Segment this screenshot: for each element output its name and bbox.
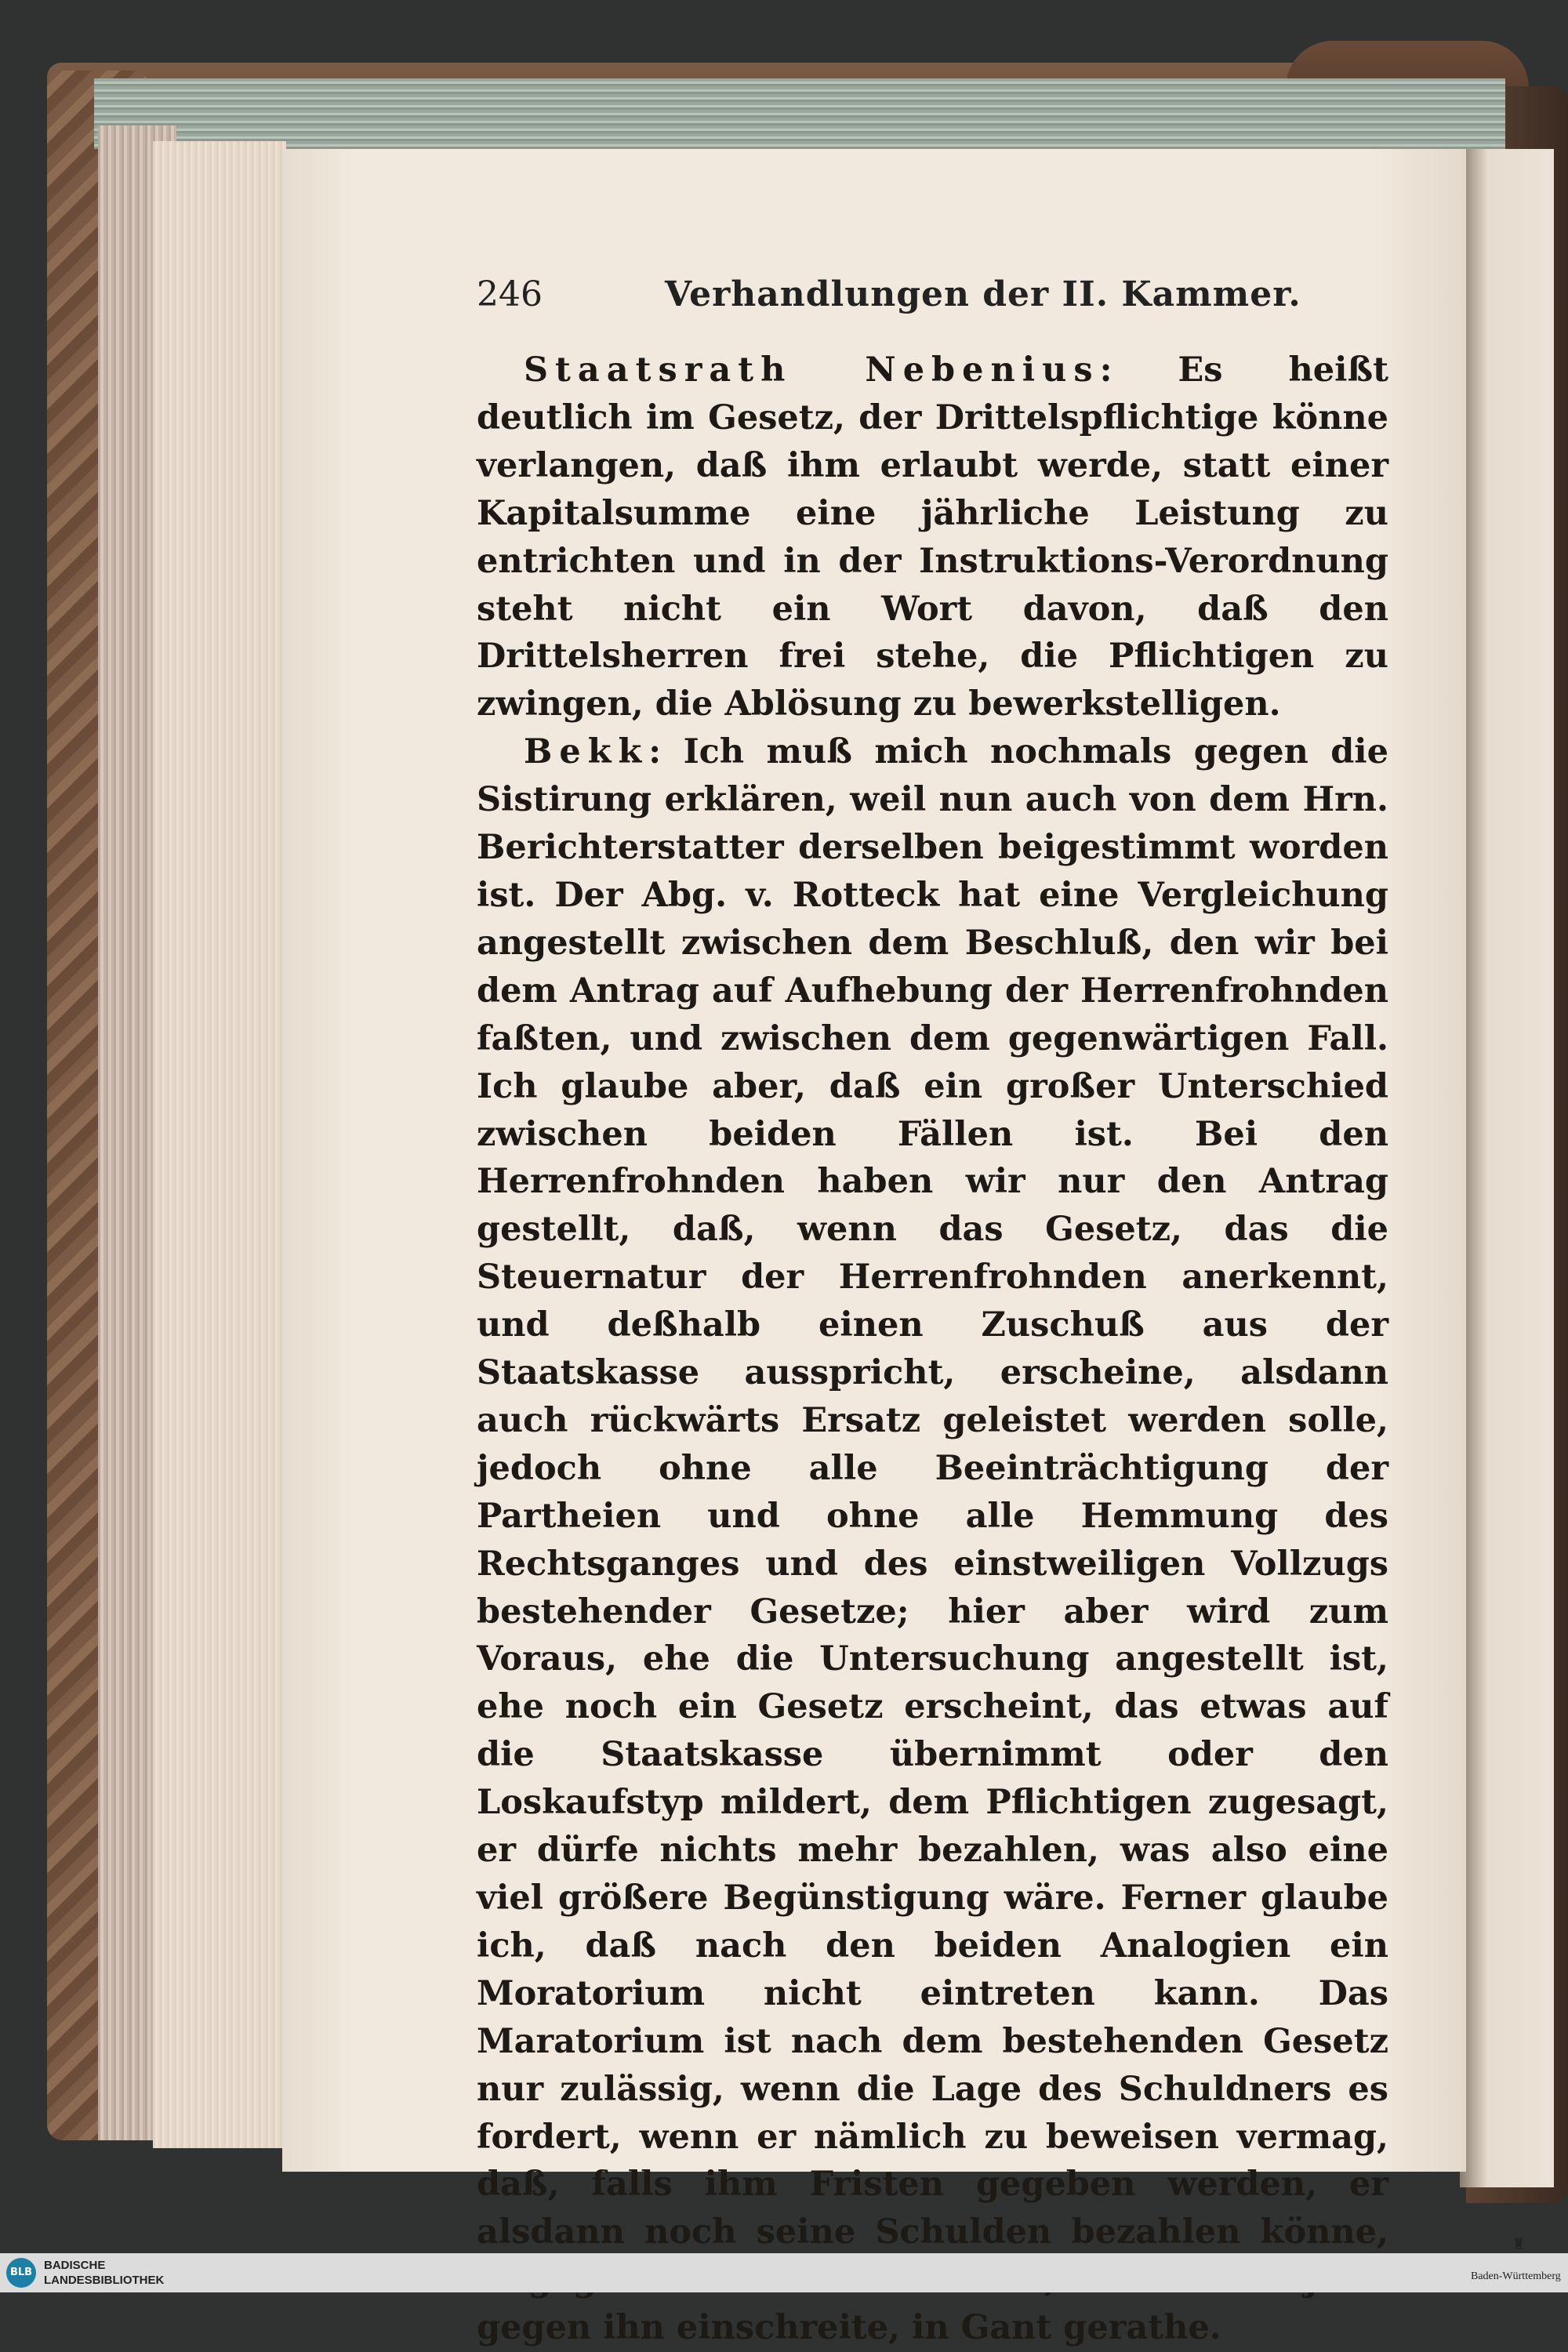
viewer-footer bbox=[0, 2253, 1568, 2292]
speaker-name: Bekk bbox=[524, 732, 649, 772]
blb-logo[interactable]: BLB bbox=[6, 2258, 36, 2288]
page-block-left-edges-inner bbox=[153, 141, 286, 2148]
partner-name: Baden-Württemberg bbox=[1471, 2270, 1561, 2282]
paragraph-text: : Es heißt deutlich im Gesetz, der Drittelspflichtige könne verlangen, daß ihm erlaubt werde, statt einer Kapitalsumme eine jährliche Leistung zu entrichten und in der Instruktions-Verordnung steht nicht ein Wort davon, daß den Drittelsherren frei stehe, die Pflichtigen zu zwingen, die Ablösung zu bewerkstelligen. bbox=[477, 350, 1388, 724]
running-head bbox=[477, 274, 1388, 321]
running-title: Verhandlungen der II. Kammer. bbox=[665, 274, 1301, 314]
paragraph bbox=[477, 347, 1388, 728]
coat-of-arms-icon: ♜ bbox=[1512, 2234, 1526, 2253]
paragraph bbox=[477, 728, 1388, 2352]
library-name-line2: LANDESBIBLIOTHEK bbox=[44, 2274, 165, 2287]
library-name-line1: BADISCHE bbox=[44, 2259, 106, 2272]
page-block-top-edges bbox=[94, 78, 1505, 149]
speaker-name: Staatsrath Nebenius bbox=[524, 350, 1100, 390]
facing-page-edge bbox=[1460, 149, 1554, 2187]
library-name bbox=[44, 2258, 164, 2288]
page-number: 246 bbox=[477, 274, 543, 314]
page-body bbox=[477, 347, 1388, 2352]
paragraph-text: : Ich muß mich nochmals gegen die Sistirung erklären, weil nun auch von dem Hrn. Berichterstatter derselben beigestimmt worden ist. Der Abg. v. Rotteck hat eine Vergleichung angestellt zwischen dem Beschluß, den wir bei dem Antrag auf Aufhebung der Herrenfrohnden faßten, und zwischen dem gegenwärtigen Fall. Ich glaube aber, daß ein großer Unterschied zwischen beiden Fällen ist. Bei den Herrenfrohnden haben wir nur den Antrag gestellt, daß, wenn das Gesetz, das die Steuernatur der Herrenfrohnden anerkennt, und deßhalb einen Zuschuß aus der Staatskasse ausspricht, erscheine, alsdann auch rückwärts Ersatz geleistet werden solle, jedoch ohne alle Beeinträchtigung der Partheien und ohne alle Hemmung des Rechtsganges und des einstweiligen Vollzugs bestehender Gesetze; hier aber wird zum Voraus, ehe die Untersuchung angestellt ist, ehe noch ein Gesetz erscheint, das etwas auf die Staatskasse übernimmt oder den Loskaufstyp mildert, dem Pflichtigen zugesagt, er dürfe nichts mehr bezahlen, was also eine viel größere Begünstigung wäre. Ferner glaube ich, daß nach den beiden Analogien ein Moratorium nicht eintreten kann. Das Maratorium ist nach dem bestehenden Gesetz nur zulässig, wenn die Lage des Schuldners es fordert, wenn er nämlich zu beweisen vermag, daß, falls ihm Fristen gegeben werden, er alsdann noch seine Schulden bezahlen könne, gegen ihn einschreite, in Gant gerathe. bbox=[477, 732, 1388, 2348]
